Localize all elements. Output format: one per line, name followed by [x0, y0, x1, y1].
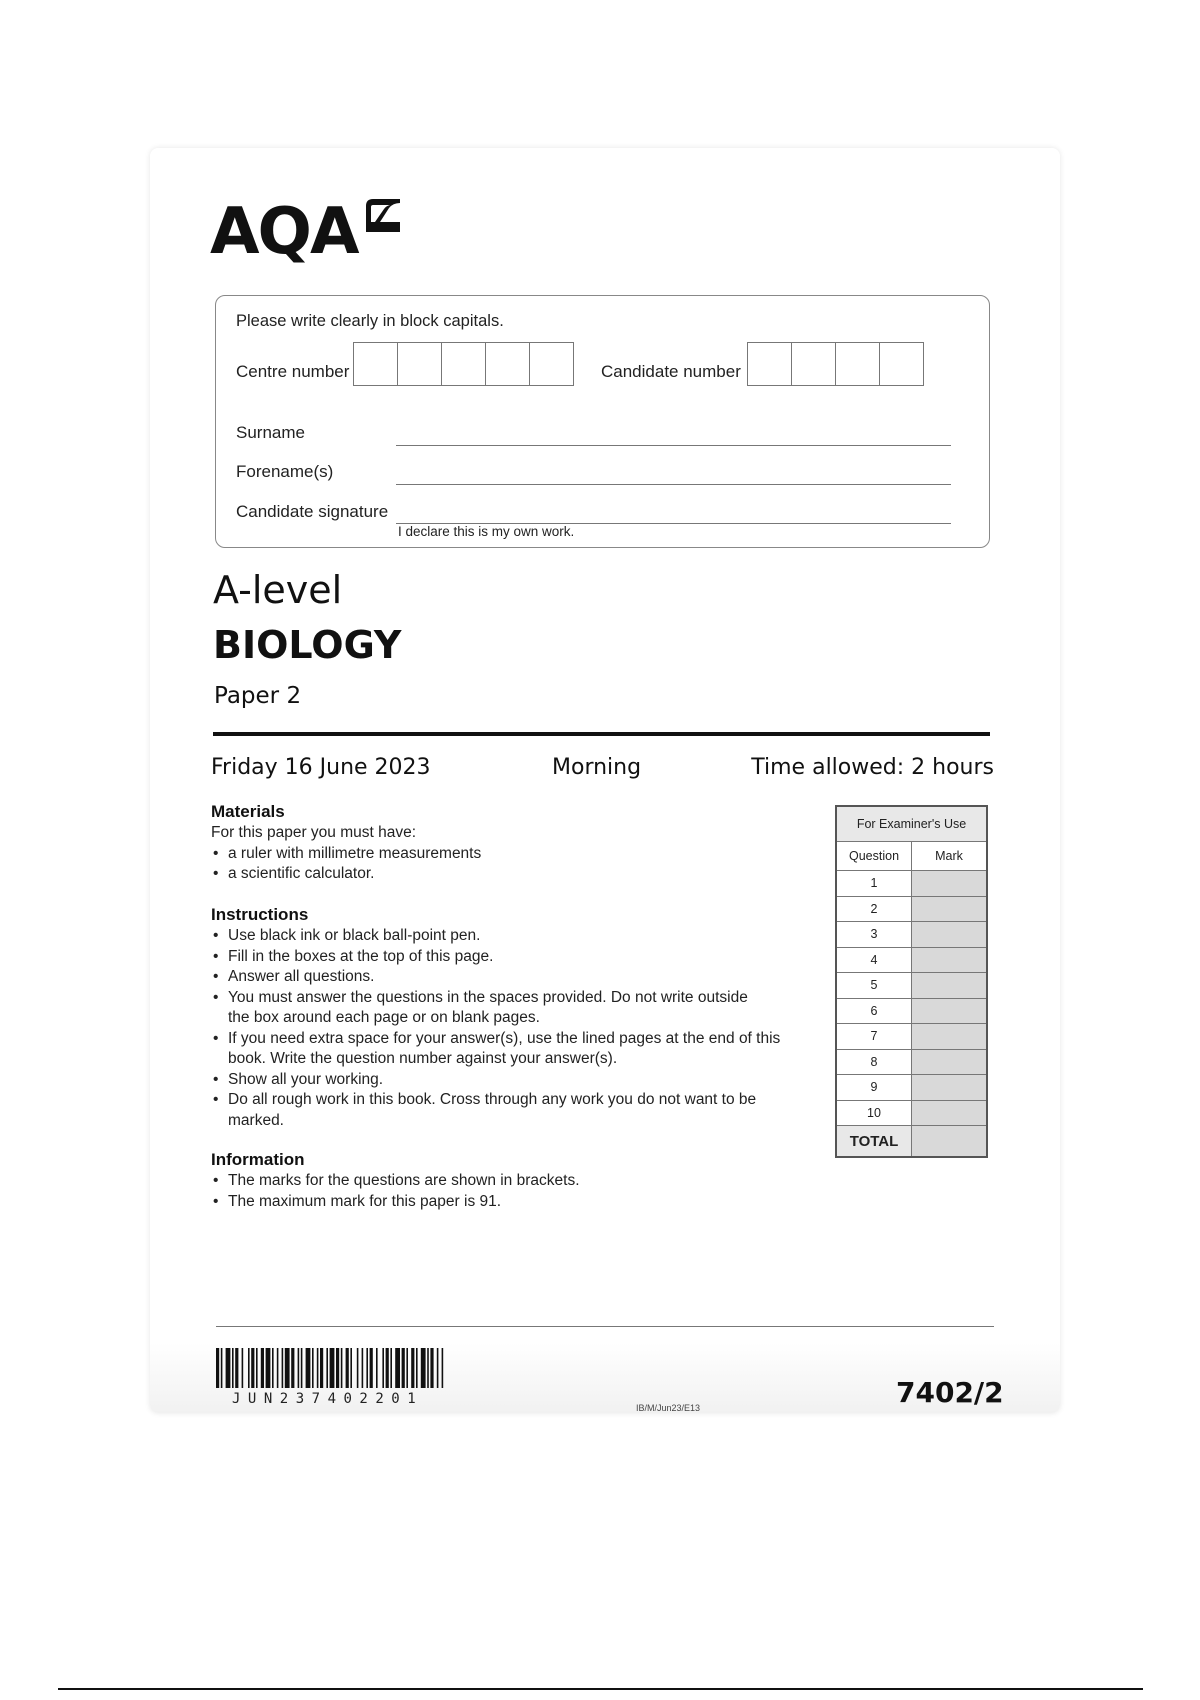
- barcode-bar: [242, 1348, 244, 1388]
- barcode-bar: [442, 1348, 444, 1388]
- materials-section: [211, 823, 811, 885]
- instruction-item: • If you need extra space for your answer(s), use the lined pages at the end of this book. Write the question number against your answer(s).: [211, 1029, 813, 1070]
- centre-number-box[interactable]: [398, 343, 442, 385]
- materials-intro: For this paper you must have:: [211, 824, 417, 841]
- mark-cell: [912, 947, 988, 973]
- barcode-bar: [261, 1348, 264, 1388]
- title-divider: [213, 732, 990, 736]
- centre-number-box[interactable]: [486, 343, 530, 385]
- exam-date: Friday 16 June 2023: [211, 755, 431, 780]
- barcode-bar: [235, 1348, 238, 1388]
- mark-cell: [912, 973, 988, 999]
- barcode-bar: [221, 1348, 223, 1388]
- exam-cover-page: [150, 148, 1060, 1413]
- barcode-bar: [317, 1348, 319, 1388]
- barcode-bar: [291, 1348, 294, 1388]
- mark-cell: [912, 896, 988, 922]
- instructions-heading: Instructions: [211, 905, 309, 924]
- barcode-bar: [336, 1348, 339, 1388]
- materials-list: [211, 844, 811, 885]
- aqa-logo-mark-icon: [363, 194, 403, 240]
- time-allowed: Time allowed: 2 hours: [751, 755, 994, 780]
- materials-heading: Materials: [211, 802, 285, 821]
- instruction-item: • You must answer the questions in the spaces provided. Do not write outside the box around each page or on blank pages.: [211, 988, 748, 1029]
- mark-cell: [912, 871, 988, 897]
- information-heading: Information: [211, 1150, 305, 1169]
- examiner-use-table: [835, 805, 988, 1158]
- mark-cell: [912, 1075, 988, 1101]
- mark-column-header: Mark: [912, 842, 988, 871]
- table-row: [836, 1075, 987, 1101]
- barcode-bar: [306, 1348, 311, 1388]
- exam-session: Morning: [552, 755, 642, 780]
- paper-number: Paper 2: [214, 683, 302, 709]
- question-number: 10: [836, 1100, 912, 1126]
- mark-cell: [912, 922, 988, 948]
- question-number: 9: [836, 1075, 912, 1101]
- logo-text: AQA: [210, 195, 358, 269]
- table-row: [836, 947, 987, 973]
- mark-cell: [912, 1024, 988, 1050]
- page-bottom-rule: [58, 1688, 1143, 1690]
- materials-item: • a scientific calculator.: [211, 864, 811, 885]
- table-row: [836, 1024, 987, 1050]
- declaration-text: I declare this is my own work.: [398, 524, 575, 539]
- examiner-table-title: For Examiner's Use: [836, 806, 987, 842]
- question-column-header: Question: [836, 842, 912, 871]
- table-row: [836, 922, 987, 948]
- barcode-bar: [346, 1348, 349, 1388]
- barcode-bar: [430, 1348, 433, 1388]
- barcode-bar: [427, 1348, 429, 1388]
- instruction-item: • Answer all questions.: [211, 967, 811, 988]
- barcode-bar: [277, 1348, 279, 1388]
- barcode-bar: [366, 1348, 368, 1388]
- barcode-bar: [312, 1348, 314, 1388]
- barcode-bar: [251, 1348, 254, 1388]
- barcode-bar: [376, 1348, 378, 1388]
- instructions-section: [211, 926, 811, 1131]
- table-row: [836, 1100, 987, 1126]
- barcode-bar: [232, 1348, 234, 1388]
- barcode-bar: [350, 1348, 352, 1388]
- surname-line[interactable]: [396, 445, 951, 446]
- mark-cell: [912, 998, 988, 1024]
- table-row: [836, 998, 987, 1024]
- barcode-bar: [301, 1348, 303, 1388]
- information-section: [211, 1171, 811, 1212]
- instruction-item: • Fill in the boxes at the top of this page.: [211, 947, 811, 968]
- barcode-bar: [330, 1348, 335, 1388]
- table-row: [836, 871, 987, 897]
- barcode-bar: [421, 1348, 426, 1388]
- instruction-item: • Do all rough work in this book. Cross through any work you do not want to be marked.: [211, 1090, 788, 1131]
- barcode-bar: [411, 1348, 414, 1388]
- barcode-bar: [326, 1348, 328, 1388]
- instructions-list: [211, 926, 811, 1131]
- barcode-bar: [382, 1348, 384, 1388]
- barcode-bar: [272, 1348, 274, 1388]
- barcode-bar: [266, 1348, 271, 1388]
- barcode-bar: [282, 1348, 284, 1388]
- barcode-bar: [416, 1348, 418, 1388]
- question-number: 8: [836, 1049, 912, 1075]
- forenames-line[interactable]: [396, 484, 951, 485]
- table-row: [836, 973, 987, 999]
- barcode-bar: [341, 1348, 343, 1388]
- centre-number-box[interactable]: [354, 343, 398, 385]
- barcode-bar: [248, 1348, 250, 1388]
- paper-code: 7402/2: [896, 1376, 1004, 1409]
- question-number: 3: [836, 922, 912, 948]
- ib-code: IB/M/Jun23/E13: [636, 1403, 701, 1413]
- barcode-bar: [256, 1348, 258, 1388]
- block-capitals-instruction: Please write clearly in block capitals.: [236, 312, 504, 330]
- mark-cell: [912, 1100, 988, 1126]
- barcode-bar: [216, 1348, 219, 1388]
- total-mark-cell: [912, 1126, 988, 1158]
- aqa-logo: [210, 195, 403, 269]
- question-number: 2: [836, 896, 912, 922]
- footer-divider: [216, 1326, 994, 1327]
- barcode-bar: [285, 1348, 290, 1388]
- subject-title: BIOLOGY: [213, 623, 402, 667]
- information-item: • The maximum mark for this paper is 91.: [211, 1192, 811, 1213]
- candidate-number-box[interactable]: [836, 343, 880, 385]
- barcode-bar: [437, 1348, 439, 1388]
- question-number: 4: [836, 947, 912, 973]
- instruction-item: • Use black ink or black ball-point pen.: [211, 926, 811, 947]
- candidate-details-box: [215, 295, 990, 548]
- barcode-bar: [320, 1348, 323, 1388]
- candidate-number-box[interactable]: [748, 343, 792, 385]
- barcode-bar: [298, 1348, 300, 1388]
- barcode: [216, 1348, 514, 1390]
- barcode-bar: [226, 1348, 231, 1388]
- barcode-bar: [362, 1348, 364, 1388]
- forenames-label: Forename(s): [236, 462, 334, 481]
- materials-item: • a ruler with millimetre measurements: [211, 844, 811, 865]
- question-number: 5: [836, 973, 912, 999]
- qualification-title: A-level: [213, 568, 343, 612]
- signature-label: Candidate signature: [236, 502, 389, 521]
- information-list: [211, 1171, 811, 1212]
- barcode-bar: [402, 1348, 405, 1388]
- table-row: [836, 1049, 987, 1075]
- centre-number-box[interactable]: [442, 343, 486, 385]
- barcode-text: JUN237402201: [232, 1391, 424, 1407]
- candidate-number-box[interactable]: [792, 343, 836, 385]
- barcode-bar: [357, 1348, 359, 1388]
- instruction-item: • Show all your working.: [211, 1070, 811, 1091]
- centre-number-box[interactable]: [530, 343, 573, 385]
- barcode-bar: [406, 1348, 408, 1388]
- candidate-number-boxes: [747, 342, 924, 386]
- candidate-number-box[interactable]: [880, 343, 923, 385]
- total-label: TOTAL: [836, 1126, 912, 1158]
- surname-label: Surname: [236, 423, 305, 442]
- information-item: • The marks for the questions are shown in brackets.: [211, 1171, 811, 1192]
- question-number: 7: [836, 1024, 912, 1050]
- question-number: 6: [836, 998, 912, 1024]
- barcode-bar: [395, 1348, 400, 1388]
- barcode-bar: [390, 1348, 392, 1388]
- centre-number-boxes: [353, 342, 574, 386]
- centre-number-label: Centre number: [236, 362, 350, 381]
- barcode-bar: [370, 1348, 373, 1388]
- candidate-number-label: Candidate number: [601, 362, 741, 381]
- mark-cell: [912, 1049, 988, 1075]
- total-row: [836, 1126, 987, 1158]
- table-row: [836, 896, 987, 922]
- barcode-bar: [386, 1348, 389, 1388]
- question-number: 1: [836, 871, 912, 897]
